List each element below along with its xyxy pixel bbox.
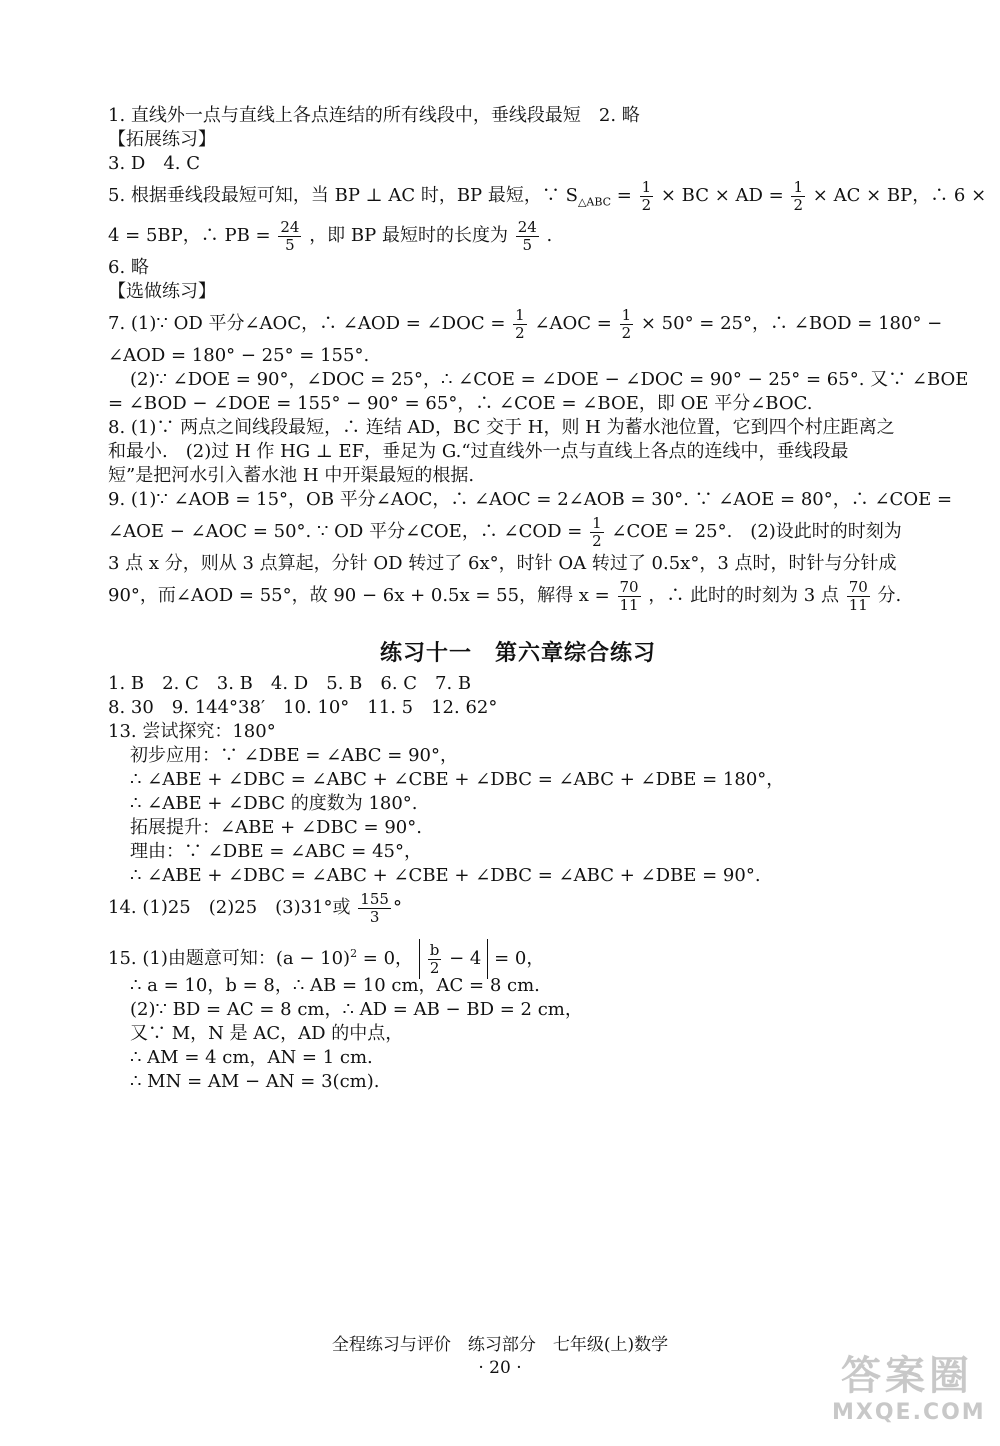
text-line: 8. (1)∵ 两点之间线段最短，∴ 连结 AD，BC 交于 H，则 H 为蓄水池位置，它到四个村庄距离之 bbox=[108, 417, 895, 438]
watermark-domain: MXQE.COM bbox=[832, 1400, 986, 1425]
text-line: 4 = 5BP，∴ PB = $\frac{24}{5}$ ，即 BP 最短时的长度为 $\frac{24}{5}$ . bbox=[108, 217, 553, 254]
text-line: 15. (1)由题意可知：$(a - 10)^2 = 0$， $\frac{b}{2}$ − 4 = 0， bbox=[108, 934, 928, 974]
text-line: 7. (1)∵ OD 平分∠AOC，∴ ∠AOD = ∠DOC = $\frac{1}{2}$ ∠AOC = $\frac{1}{2}$ × 50° = 25°，∴ ∠BOD = 180° − bbox=[108, 305, 943, 342]
text-line: 3. D 4. C bbox=[108, 153, 200, 174]
text-line: ∠AOE − ∠AOC = 50°. ∵ OD 平分∠COE，∴ ∠COD = $\frac{1}{2}$ ∠COE = 25°. (2)设此时的时刻为 bbox=[108, 513, 902, 550]
section-title: 练习十一 第六章综合练习 bbox=[379, 641, 656, 666]
text-line: ∴ AM = 4 cm，AN = 1 cm. bbox=[130, 1047, 373, 1068]
text-line: ∴ a = 10，b = 8，∴ AB = 10 cm，AC = 8 cm. bbox=[130, 975, 540, 996]
watermark-title: 答案圈 bbox=[841, 1353, 973, 1399]
text-line: 初步应用：∵ ∠DBE = ∠ABC = 90°， bbox=[130, 745, 458, 766]
fraction: $\frac{1}{2}$ bbox=[621, 305, 632, 342]
fraction: $\frac{70}{11}$ bbox=[848, 577, 868, 614]
fraction: $\frac{155}{3}$ bbox=[360, 889, 389, 926]
text-line: ∠AOD = 180° − 25° = 155°. bbox=[108, 345, 370, 366]
fraction: $\frac{1}{2}$ bbox=[515, 305, 525, 342]
text-line: 14. (1)25 (2)25 (3)31°或 $\frac{155}{3}$ ° bbox=[108, 889, 402, 926]
section-label: 【选做练习】 bbox=[108, 281, 216, 302]
text-line: 9. (1)∵ ∠AOB = 15°，OB 平分∠AOC，∴ ∠AOC = 2∠AOB = 30°. ∵ ∠AOE = 80°，∴ ∠COE = bbox=[108, 489, 953, 510]
fraction: $\frac{1}{2}$ bbox=[793, 177, 804, 214]
watermark-logo bbox=[832, 1352, 986, 1432]
section-label: 【拓展练习】 bbox=[108, 129, 216, 150]
fraction: $\frac{b}{2}$ bbox=[429, 940, 440, 977]
text-line: 3 点 x 分，则从 3 点算起，分针 OD 转过了 6x°，时针 OA 转过了 0.5x°，3 点时，时针与分针成 bbox=[108, 553, 897, 574]
fraction: $\frac{1}{2}$ bbox=[592, 513, 602, 550]
text-line: (2)∵ ∠DOE = 90°，∠DOC = 25°，∴ ∠COE = ∠DOE − ∠DOC = 90° − 25° = 65°. 又∵ ∠BOE bbox=[130, 369, 969, 390]
text-line: 短”是把河水引入蓄水池 H 中开渠最短的根据. bbox=[108, 465, 475, 486]
text-line: 1. 直线外一点与直线上各点连结的所有线段中，垂线段最短 2. 略 bbox=[108, 105, 640, 126]
absolute-value: $\frac{b}{2}$ − 4 bbox=[419, 939, 489, 979]
text-line: 13. 尝试探究：180° bbox=[108, 721, 276, 742]
text-line: = ∠BOD − ∠DOE = 155° − 90° = 65°，∴ ∠COE = ∠BOE，即 OE 平分∠BOC. bbox=[108, 393, 813, 414]
page-footer: 全程练习与评价 练习部分 七年级(上)数学 bbox=[331, 1335, 669, 1355]
text-line: ∴ MN = AM − AN = 3(cm). bbox=[130, 1071, 380, 1092]
page-number: · 20 · bbox=[478, 1358, 522, 1378]
answer-content bbox=[108, 104, 987, 1094]
text-line: 和最小. (2)过 H 作 HG ⊥ EF，垂足为 G.“过直线外一点与直线上各点的连线中，垂线段最 bbox=[108, 441, 849, 462]
text-line: 8. 30 9. 144°38′ 10. 10° 11. 5 12. 62° bbox=[108, 697, 498, 718]
text-line: ∴ ∠ABE + ∠DBC = ∠ABC + ∠CBE + ∠DBC = ∠ABC + ∠DBE = 90°. bbox=[130, 865, 761, 886]
text-line: (2)∵ BD = AC = 8 cm，∴ AD = AB − BD = 2 cm， bbox=[130, 999, 583, 1020]
text-line: 1. B 2. C 3. B 4. D 5. B 6. C 7. B bbox=[108, 673, 472, 694]
fraction: $\frac{24}{5}$ bbox=[280, 217, 300, 254]
text-line: 6. 略 bbox=[108, 257, 149, 278]
text-line: 90°，而∠AOD = 55°，故 90 − 6x + 0.5x = 55，解得 x = $\frac{70}{11}$ ，∴ 此时的时刻为 3 点 $\frac{70}{11}$ 分. bbox=[108, 577, 902, 614]
fraction: $\frac{24}{5}$ bbox=[517, 217, 537, 254]
fraction: $\frac{1}{2}$ bbox=[641, 177, 652, 214]
fraction: $\frac{70}{11}$ bbox=[619, 577, 639, 614]
text-line: ∴ ∠ABE + ∠DBC = ∠ABC + ∠CBE + ∠DBC = ∠ABC + ∠DBE = 180°， bbox=[130, 769, 785, 790]
text-line: 5. 根据垂线段最短可知，当 BP ⊥ AC 时，BP 最短，∵ $S_{\triangle ABC}$ = $\frac{1}{2}$ × BC × AD = $\frac{1}{2}$ × AC × BP，∴ 6 × bbox=[108, 177, 987, 214]
text-line: ∴ ∠ABE + ∠DBC 的度数为 180°. bbox=[130, 793, 418, 814]
text-line: 又∵ M，N 是 AC，AD 的中点， bbox=[130, 1023, 404, 1044]
text-line: 理由：∵ ∠DBE = ∠ABC = 45°， bbox=[130, 841, 422, 862]
text-line: 拓展提升：∠ABE + ∠DBC = 90°. bbox=[130, 817, 422, 838]
